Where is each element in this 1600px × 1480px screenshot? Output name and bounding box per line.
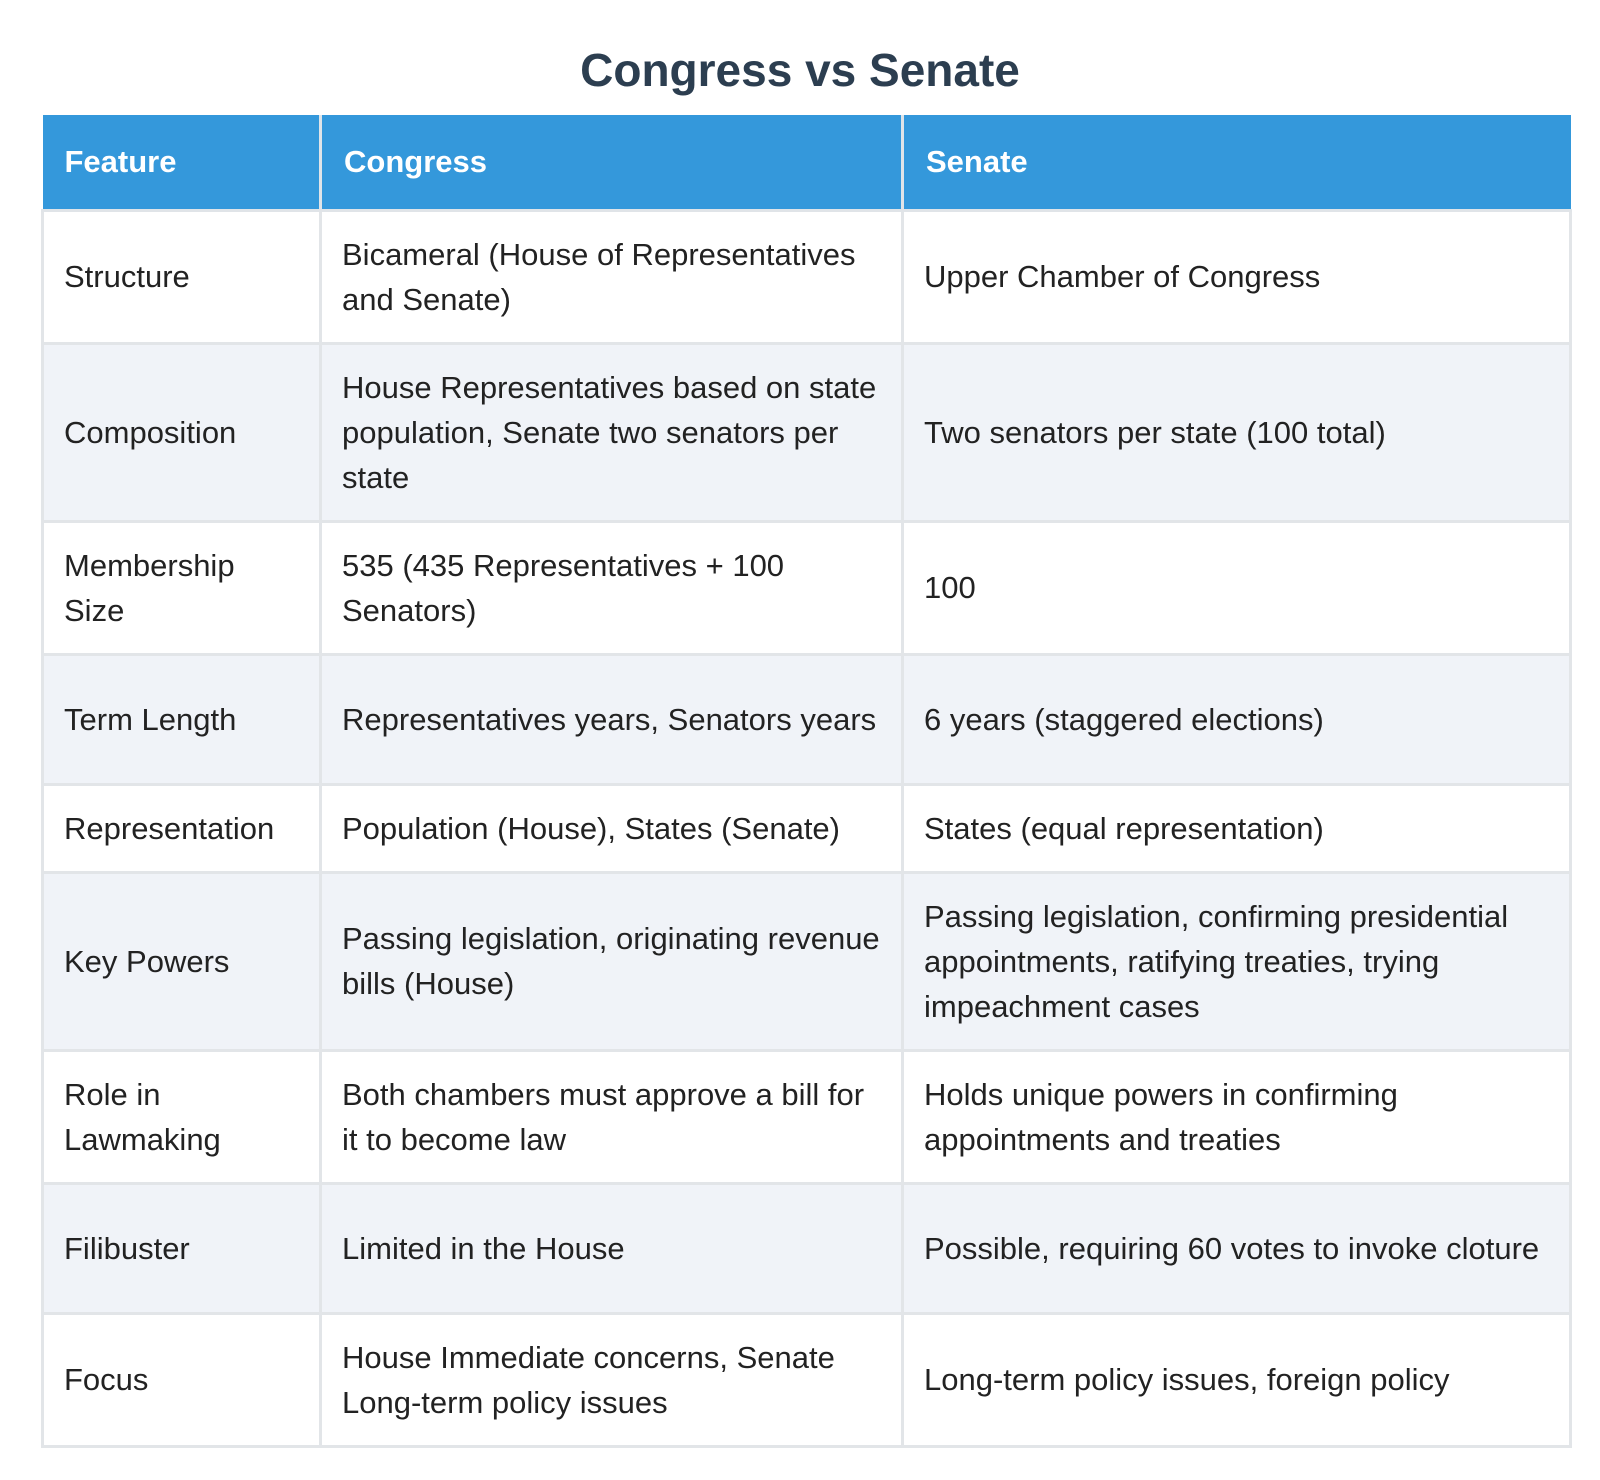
- table-row: [43, 1050, 1571, 1183]
- congress-cell: Representatives years, Senators years: [321, 654, 903, 784]
- comparison-table: [41, 115, 1572, 1448]
- senate-cell: 100: [903, 521, 1571, 654]
- column-header-feature: Feature: [43, 115, 321, 210]
- senate-cell: Passing legislation, confirming presidential appointments, ratifying treaties, trying impeachment cases: [903, 872, 1571, 1050]
- feature-cell: Key Powers: [43, 872, 321, 1050]
- table-row: [43, 1183, 1571, 1313]
- congress-cell: House Immediate concerns, Senate Long-term policy issues: [321, 1313, 903, 1446]
- table-row: [43, 654, 1571, 784]
- column-header-congress: Congress: [321, 115, 903, 210]
- senate-cell: States (equal representation): [903, 784, 1571, 872]
- congress-cell: Both chambers must approve a bill for it to become law: [321, 1050, 903, 1183]
- congress-cell: Limited in the House: [321, 1183, 903, 1313]
- table-header-row: [43, 115, 1571, 210]
- feature-cell: Role in Lawmaking: [43, 1050, 321, 1183]
- feature-cell: Structure: [43, 210, 321, 343]
- page-title: Congress vs Senate: [580, 44, 1020, 96]
- table-row: [43, 521, 1571, 654]
- table-row: [43, 210, 1571, 343]
- senate-cell: 6 years (staggered elections): [903, 654, 1571, 784]
- congress-cell: House Representatives based on state population, Senate two senators per state: [321, 343, 903, 521]
- congress-cell: Passing legislation, originating revenue bills (House): [321, 872, 903, 1050]
- feature-cell: Filibuster: [43, 1183, 321, 1313]
- senate-cell: Upper Chamber of Congress: [903, 210, 1571, 343]
- congress-cell: Population (House), States (Senate): [321, 784, 903, 872]
- table-row: [43, 343, 1571, 521]
- table-row: [43, 1313, 1571, 1446]
- feature-cell: Term Length: [43, 654, 321, 784]
- senate-cell: Long-term policy issues, foreign policy: [903, 1313, 1571, 1446]
- column-header-senate: Senate: [903, 115, 1571, 210]
- senate-cell: Holds unique powers in confirming appointments and treaties: [903, 1050, 1571, 1183]
- congress-cell: 535 (435 Representatives + 100 Senators): [321, 521, 903, 654]
- feature-cell: Representation: [43, 784, 321, 872]
- senate-cell: Possible, requiring 60 votes to invoke cloture: [903, 1183, 1571, 1313]
- feature-cell: Focus: [43, 1313, 321, 1446]
- feature-cell: Membership Size: [43, 521, 321, 654]
- congress-cell: Bicameral (House of Representatives and Senate): [321, 210, 903, 343]
- feature-cell: Composition: [43, 343, 321, 521]
- senate-cell: Two senators per state (100 total): [903, 343, 1571, 521]
- table-row: [43, 872, 1571, 1050]
- table-row: [43, 784, 1571, 872]
